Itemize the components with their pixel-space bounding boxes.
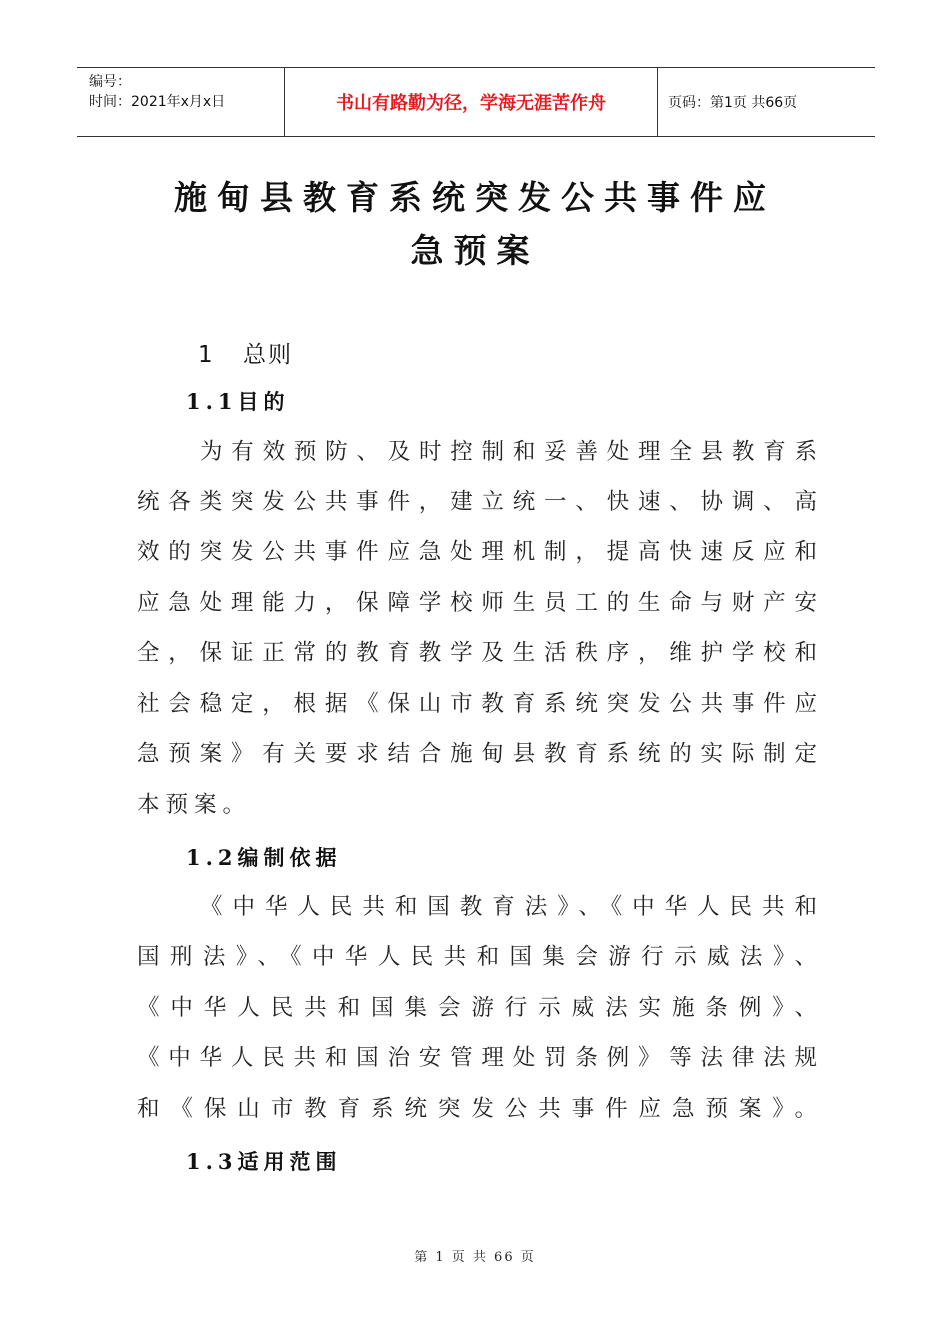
- document-number-label: 编号：: [89, 74, 131, 90]
- header-motto: 书山有路勤为径，学海无涯苦作舟: [285, 68, 658, 136]
- header-meta: [77, 68, 285, 136]
- page-footer: 第 1 页 共 66 页: [414, 1250, 536, 1265]
- paragraph-line: 应急处理能力，保障学校师生员工的生命与财产安: [137, 590, 817, 616]
- paragraph-line: 《中华人民共和国治安管理处罚条例》等法律法规: [137, 1045, 817, 1071]
- section-1-heading: [198, 336, 293, 369]
- paragraph-line: 为有效预防、及时控制和妥善处理全县教育系: [200, 439, 817, 465]
- paragraph-line: 国刑法》、《中华人民共和国集会游行示威法》、: [137, 944, 817, 970]
- section-1-title: 总则: [243, 342, 293, 368]
- paragraph-line: 社会稳定，根据《保山市教育系统突发公共事件应: [137, 691, 817, 717]
- paragraph-line: 和《保山市教育系统突发公共事件应急预案》。: [137, 1096, 817, 1122]
- paragraph-line: 急预案》有关要求结合施甸县教育系统的实际制定: [137, 741, 817, 767]
- paragraph-line: 本预案。: [137, 792, 252, 818]
- document-header: [77, 67, 875, 137]
- document-date: 时间：2021年x月x日: [89, 94, 226, 110]
- section-1-3-heading: 1.3适用范围: [186, 1149, 342, 1174]
- paragraph-line: 《中华人民共和国教育法》、《中华人民共和: [200, 894, 817, 920]
- section-1-2-heading: 1.2编制依据: [186, 845, 342, 870]
- header-page-info: 页码：第1页 共66页: [668, 95, 798, 111]
- document-title-line-2: 急预案: [410, 231, 540, 270]
- paragraph-line: 《中华人民共和国集会游行示威法实施条例》、: [137, 995, 817, 1021]
- paragraph-line: 统各类突发公共事件，建立统一、快速、协调、高: [137, 489, 817, 515]
- section-1-number: 1: [198, 342, 215, 368]
- paragraph-line: 效的突发公共事件应急处理机制，提高快速反应和: [137, 539, 817, 565]
- document-title-line-1: 施甸县教育系统突发公共事件应: [174, 178, 776, 217]
- section-1-1-heading: 1.1目的: [186, 389, 290, 414]
- paragraph-line: 全，保证正常的教育教学及生活秩序，维护学校和: [137, 640, 817, 666]
